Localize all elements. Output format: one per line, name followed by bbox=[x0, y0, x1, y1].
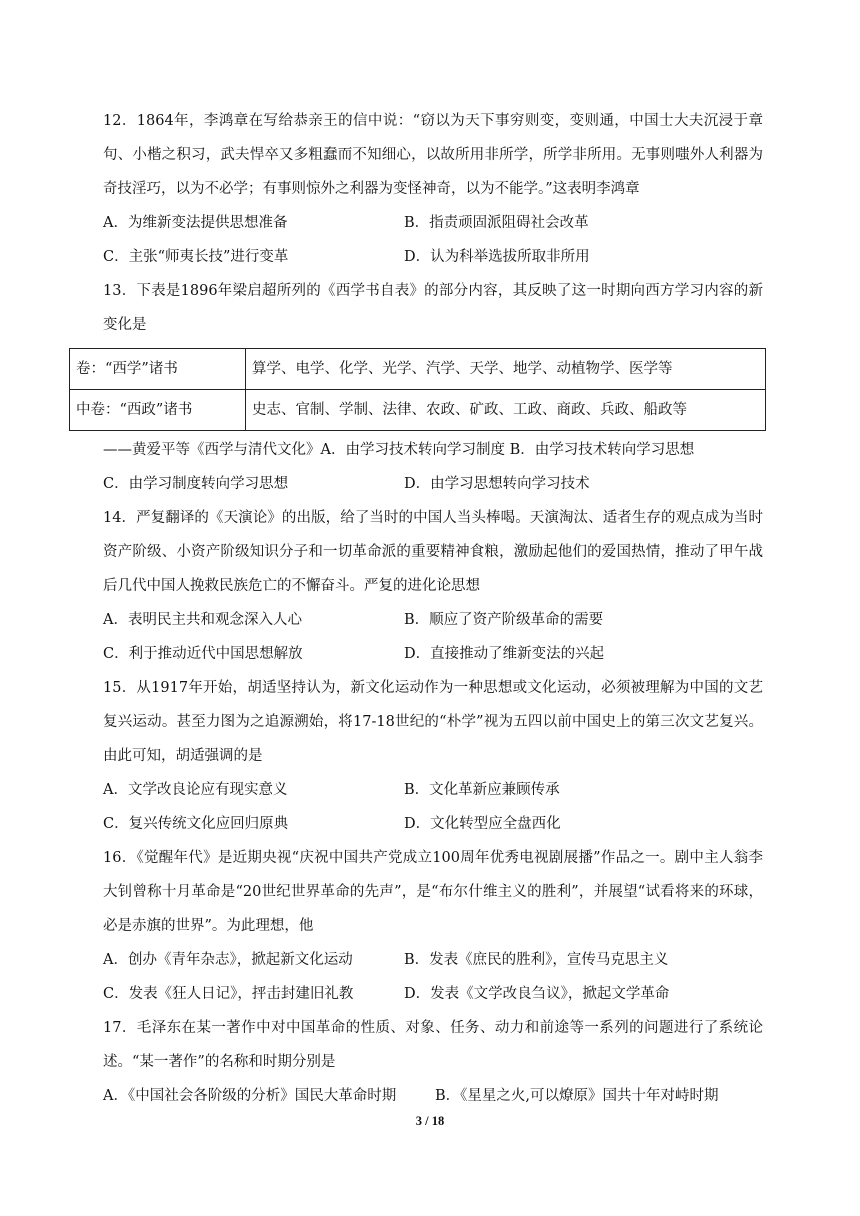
option-d: D．认为科举选拔所取非所用 bbox=[404, 249, 590, 265]
option-a: A．为维新变法提供思想准备 bbox=[103, 215, 288, 231]
options bbox=[103, 943, 763, 1011]
options bbox=[103, 467, 763, 501]
options bbox=[103, 773, 763, 841]
question-14 bbox=[103, 501, 763, 671]
question-16 bbox=[103, 841, 763, 1011]
option-a: A．文学改良论应有现实意义 bbox=[103, 782, 288, 798]
exam-content bbox=[76, 104, 763, 1113]
option-a: A．创办《青年杂志》，掀起新文化运动 bbox=[103, 952, 353, 968]
table-cell: 算学、电学、化学、光学、汽学、天学、地学、动植物学、医学等 bbox=[246, 349, 766, 390]
option-d: D．发表《文学改良刍议》，掀起文学革命 bbox=[404, 986, 670, 1002]
option-a: A．《中国社会各阶级的分析》国民大革命时期 bbox=[103, 1088, 397, 1104]
option-c: C．利于推动近代中国思想解放 bbox=[103, 646, 303, 662]
options bbox=[103, 206, 763, 274]
table-cell: 中卷：“西政”诸书 bbox=[70, 390, 246, 431]
question-stem: 15．从1917年开始，胡适坚持认为，新文化运动作为一种思想或文化运动，必须被理解为中国的文艺复兴运动。甚至力图为之追源溯始，将17-18世纪的“朴学”视为五四以前中国史上的第三次文艺复兴。由此可知，胡适强调的是 bbox=[103, 680, 763, 764]
table-cell: 史志、官制、学制、法律、农政、矿政、工政、商政、兵政、船政等 bbox=[246, 390, 766, 431]
question-13 bbox=[76, 274, 763, 501]
option-b: B．指责顽固派阻碍社会改革 bbox=[404, 215, 589, 231]
question-stem: 12．1864年，李鸿章在写给恭亲王的信中说：“窃以为天下事穷则变，变则通，中国士大夫沉浸于章句、小楷之积习，武夫悍卒又多粗蠢而不知细心，以故所用非所学，所学非所用。无事则嗤外人利器为奇技淫巧，以为不必学；有事则惊外之利器为变怪神奇，以为不能学。”这表明李鸿章 bbox=[103, 113, 763, 197]
question-stem: 14．严复翻译的《天演论》的出版，给了当时的中国人当头棒喝。天演淘汰、适者生存的观点成为当时资产阶级、小资产阶级知识分子和一切革命派的重要精神食粮，激励起他们的爱国热情，推动了甲午战后几代中国人挽救民族危亡的不懈奋斗。严复的进化论思想 bbox=[103, 510, 763, 594]
question-15 bbox=[103, 671, 763, 841]
table-row bbox=[70, 390, 766, 431]
question-12 bbox=[103, 104, 763, 274]
option-b: B．发表《庶民的胜利》，宣传马克思主义 bbox=[404, 952, 669, 968]
source-line: ——黄爱平等《西学与清代文化》A．由学习技术转向学习制度 B．由学习技术转向学习思想 bbox=[103, 442, 695, 458]
option-c: C．发表《狂人日记》，抨击封建旧礼教 bbox=[103, 986, 354, 1002]
option-c: C．由学习制度转向学习思想 bbox=[103, 476, 289, 492]
option-d: D．直接推动了维新变法的兴起 bbox=[404, 646, 605, 662]
table-row bbox=[70, 349, 766, 390]
option-c: C．主张“师夷长技”进行变革 bbox=[103, 249, 289, 265]
option-b: B．顺应了资产阶级革命的需要 bbox=[404, 612, 604, 628]
options bbox=[103, 1079, 763, 1113]
option-b: B．文化革新应兼顾传承 bbox=[404, 782, 560, 798]
table-cell: 卷：“西学”诸书 bbox=[70, 349, 246, 390]
option-a: A．表明民主共和观念深入人心 bbox=[103, 612, 302, 628]
options bbox=[103, 603, 763, 671]
option-b: B．《星星之火,可以燎原》国共十年对峙时期 bbox=[435, 1088, 719, 1104]
question-stem: 13．下表是1896年梁启超所列的《西学书自表》的部分内容，其反映了这一时期向西方学习内容的新变化是 bbox=[103, 283, 763, 333]
option-d: D．文化转型应全盘西化 bbox=[404, 816, 561, 832]
xixue-table bbox=[69, 348, 766, 431]
question-17 bbox=[103, 1011, 763, 1113]
option-d: D．由学习思想转向学习技术 bbox=[404, 476, 590, 492]
page-number: 3 / 18 bbox=[415, 1114, 445, 1128]
question-stem: 16．《觉醒年代》是近期央视“庆祝中国共产党成立100周年优秀电视剧展播”作品之一。剧中主人翁李大钊曾称十月革命是“20世纪世界革命的先声”，是“布尔什维主义的胜利”，并展望“试看将来的环球，必是赤旗的世界”。为此理想，他 bbox=[103, 850, 763, 934]
question-stem: 17．毛泽东在某一著作中对中国革命的性质、对象、任务、动力和前途等一系列的问题进行了系统论述。“某一著作”的名称和时期分别是 bbox=[103, 1020, 763, 1070]
option-c: C．复兴传统文化应回归原典 bbox=[103, 816, 289, 832]
